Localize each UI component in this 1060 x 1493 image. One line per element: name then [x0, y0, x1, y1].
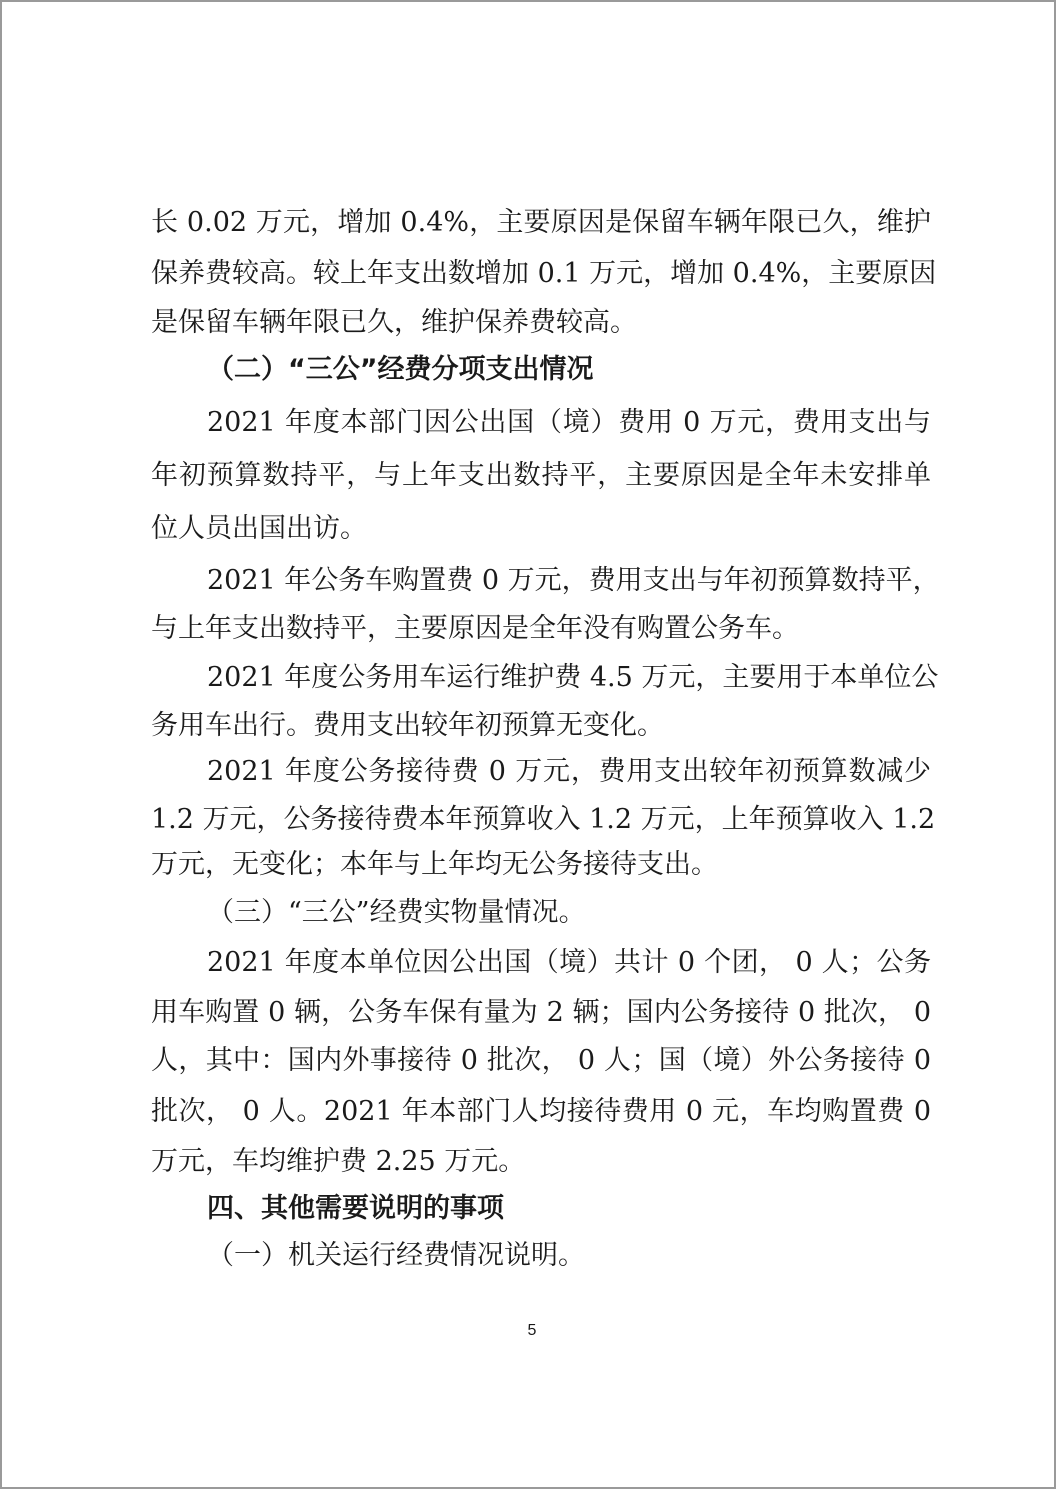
paragraph-line: 务用车出行。费用支出较年初预算无变化。 [151, 710, 664, 741]
section-heading-4: 四、其他需要说明的事项 [207, 1193, 504, 1224]
paragraph-line: 保养费较高。较上年支出数增加 0.1 万元，增加 0.4%，主要原因 [151, 258, 937, 289]
section-heading-3: （三）“三公”经费实物量情况。 [207, 897, 586, 928]
paragraph-line: 2021 年度本部门因公出国（境）费用 0 万元，费用支出与 [207, 407, 931, 438]
paragraph-line: 2021 年公务车购置费 0 万元，费用支出与年初预算数持平， [207, 565, 940, 596]
paragraph-line: 是保留车辆年限已久，维护保养费较高。 [151, 307, 637, 338]
paragraph-line: 2021 年度公务接待费 0 万元，费用支出较年初预算数减少 [207, 756, 931, 787]
paragraph-line: 年初预算数持平，与上年支出数持平，主要原因是全年未安排单 [151, 460, 931, 491]
paragraph-line: 万元，车均维护费 2.25 万元。 [151, 1146, 526, 1177]
paragraph-line: 批次， 0 人。2021 年本部门人均接待费用 0 元，车均购置费 0 [151, 1096, 931, 1127]
paragraph-line: 2021 年度本单位因公出国（境）共计 0 个团， 0 人；公务 [207, 947, 931, 978]
paragraph-line: 2021 年度公务用车运行维护费 4.5 万元，主要用于本单位公 [207, 662, 939, 693]
paragraph-line: 位人员出国出访。 [151, 513, 367, 544]
paragraph-line: 万元，无变化；本年与上年均无公务接待支出。 [151, 849, 718, 880]
paragraph-line: 1.2 万元，公务接待费本年预算收入 1.2 万元，上年预算收入 1.2 [151, 804, 936, 835]
paragraph-line: 人，其中：国内外事接待 0 批次， 0 人；国（境）外公务接待 0 [151, 1045, 931, 1076]
paragraph-line: 用车购置 0 辆，公务车保有量为 2 辆；国内公务接待 0 批次， 0 [151, 997, 931, 1028]
paragraph-line: 与上年支出数持平，主要原因是全年没有购置公务车。 [151, 613, 799, 644]
paragraph-line: 长 0.02 万元，增加 0.4%，主要原因是保留车辆年限已久，维护 [151, 207, 931, 238]
subsection-heading: （一）机关运行经费情况说明。 [207, 1240, 585, 1271]
page-number: 5 [527, 1322, 537, 1339]
section-heading-2: （二）“三公”经费分项支出情况 [207, 354, 594, 385]
